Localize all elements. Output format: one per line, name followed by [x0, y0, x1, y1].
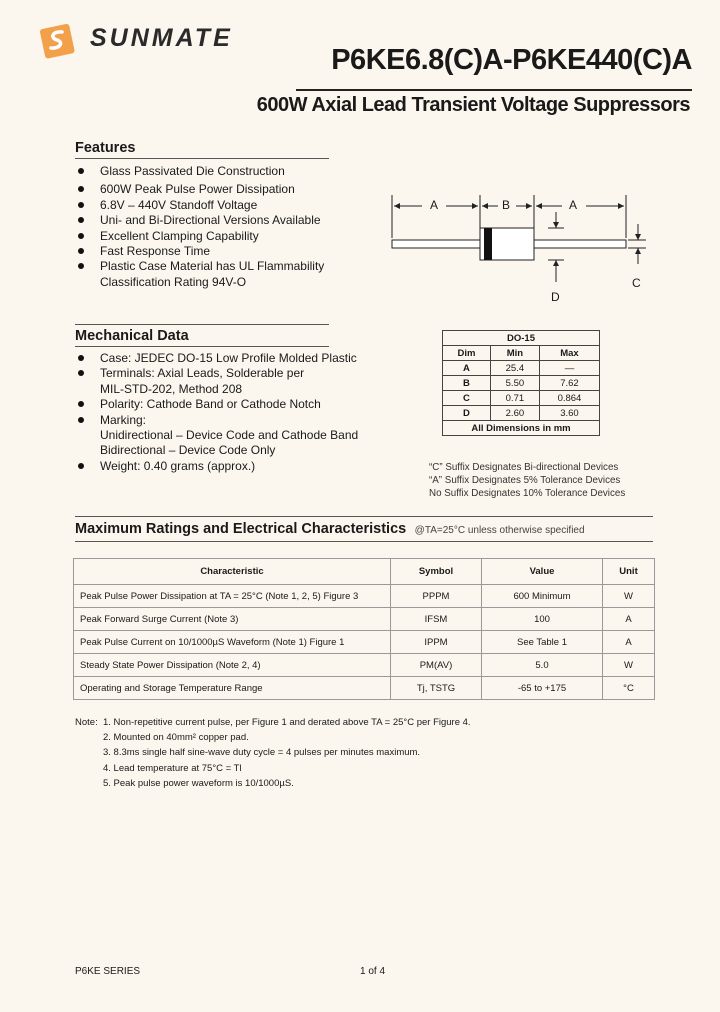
- ratings-rule-top: [75, 516, 653, 517]
- dim-label-b: B: [502, 198, 511, 212]
- mechanical-list: [75, 351, 395, 474]
- ratings-heading: Maximum Ratings and Electrical Characteristics: [75, 521, 407, 537]
- bullet-icon: [78, 463, 84, 469]
- bullet-icon: [78, 186, 84, 192]
- table-row: C 0.71 0.864: [443, 391, 600, 406]
- table-row: B 5.50 7.62: [443, 376, 600, 391]
- column-header: Symbol: [391, 559, 482, 585]
- table-row: Operating and Storage Temperature Range Tj, TSTG -65 to +175 °C: [74, 677, 655, 700]
- dim-label-c: C: [632, 276, 641, 290]
- dimensions-table: [442, 330, 600, 436]
- bullet-icon: [78, 233, 84, 239]
- list-item: 3. 8.3ms single half sine-wave duty cycle = 4 pulses per minutes maximum.: [103, 747, 421, 759]
- bullet-icon: [78, 401, 84, 407]
- suffix-notes: “C” Suffix Designates Bi-directional Devices “A” Suffix Designates 5% Tolerance Devices No Suffix Designates 10% Tolerance Devices: [429, 462, 626, 499]
- list-item: Uni- and Bi-Directional Versions Available: [75, 213, 375, 228]
- notes-label: Note:: [75, 717, 98, 728]
- list-item: Excellent Clamping Capability: [75, 229, 375, 244]
- column-header: Value: [482, 559, 603, 585]
- list-item: 600W Peak Pulse Power Dissipation: [75, 182, 375, 197]
- list-item: 5. Peak pulse power waveform is 10/1000µS.: [103, 777, 294, 789]
- ratings-heading-row: [75, 520, 585, 538]
- ratings-table: [73, 558, 655, 700]
- mechanical-rule-top: [75, 324, 329, 325]
- list-item: Glass Passivated Die Construction: [75, 164, 375, 179]
- table-row: Steady State Power Dissipation (Note 2, 4) PM(AV) 5.0 W: [74, 654, 655, 677]
- mechanical-heading: Mechanical Data: [75, 328, 189, 344]
- bullet-icon: [78, 263, 84, 269]
- list-item: Terminals: Axial Leads, Solderable per MIL-STD-202, Method 208: [75, 366, 395, 397]
- bullet-icon: [78, 248, 84, 254]
- footer-series: P6KE SERIES: [75, 966, 141, 977]
- column-header: Characteristic: [74, 559, 391, 585]
- page-title: P6KE6.8(C)A-P6KE440(C)A: [331, 44, 692, 76]
- table-row: Peak Pulse Power Dissipation at TA = 25°C (Note 1, 2, 5) Figure 3 PPPM 600 Minimum W: [74, 585, 655, 608]
- list-item: Marking: Unidirectional – Device Code and Cathode Band Bidirectional – Device Code Only: [75, 413, 395, 459]
- list-item: Fast Response Time: [75, 244, 375, 259]
- list-item: Case: JEDEC DO-15 Low Profile Molded Plastic: [75, 351, 395, 366]
- bullet-icon: [78, 417, 84, 423]
- dim-label-a: A: [569, 198, 578, 212]
- column-header: Max: [539, 346, 599, 361]
- column-header: Unit: [603, 559, 655, 585]
- table-row: A 25.4 —: [443, 361, 600, 376]
- list-item: Weight: 0.40 grams (approx.): [75, 459, 395, 474]
- table-row: D 2.60 3.60: [443, 406, 600, 421]
- package-outline-diagram: [388, 190, 658, 310]
- ratings-rule: [75, 541, 653, 542]
- bullet-icon: [78, 168, 84, 174]
- bullet-icon: [78, 217, 84, 223]
- notes-list: [103, 715, 663, 791]
- list-item: 6.8V – 440V Standoff Voltage: [75, 198, 375, 213]
- features-heading: Features: [75, 140, 136, 156]
- footer-page-number: 1 of 4: [360, 966, 386, 977]
- list-item: 4. Lead temperature at 75°C = Tl: [103, 762, 242, 774]
- cathode-band: [484, 228, 492, 260]
- list-item: Plastic Case Material has UL Flammability Classification Rating 94V-O: [75, 259, 375, 290]
- table-title: DO-15: [443, 331, 600, 346]
- brand-logo-text: SUNMATE: [90, 24, 233, 52]
- features-list: [75, 164, 375, 290]
- list-item: Polarity: Cathode Band or Cathode Notch: [75, 397, 395, 412]
- list-item: 1. Non-repetitive current pulse, per Figure 1 and derated above TA = 25°C per Figure 4.: [103, 717, 471, 728]
- column-header: Min: [490, 346, 539, 361]
- mechanical-rule: [75, 346, 329, 347]
- table-footer: All Dimensions in mm: [443, 421, 600, 436]
- bullet-icon: [78, 355, 84, 361]
- bullet-icon: [78, 202, 84, 208]
- table-row: Peak Pulse Current on 10/1000µS Waveform (Note 1) Figure 1 IPPM See Table 1 A: [74, 631, 655, 654]
- bullet-icon: [78, 370, 84, 376]
- features-rule: [75, 158, 329, 159]
- dim-label-a: A: [430, 198, 439, 212]
- ratings-condition: @TA=25°C unless otherwise specified: [414, 525, 585, 536]
- list-item: 2. Mounted on 40mm² copper pad.: [103, 732, 249, 744]
- subtitle-rule: [296, 89, 692, 91]
- dim-label-d: D: [551, 290, 560, 304]
- column-header: Dim: [443, 346, 491, 361]
- page-subtitle: 600W Axial Lead Transient Voltage Suppressors: [256, 94, 690, 116]
- table-row: Peak Forward Surge Current (Note 3) IFSM 100 A: [74, 608, 655, 631]
- sunmate-logo-icon: [38, 20, 78, 60]
